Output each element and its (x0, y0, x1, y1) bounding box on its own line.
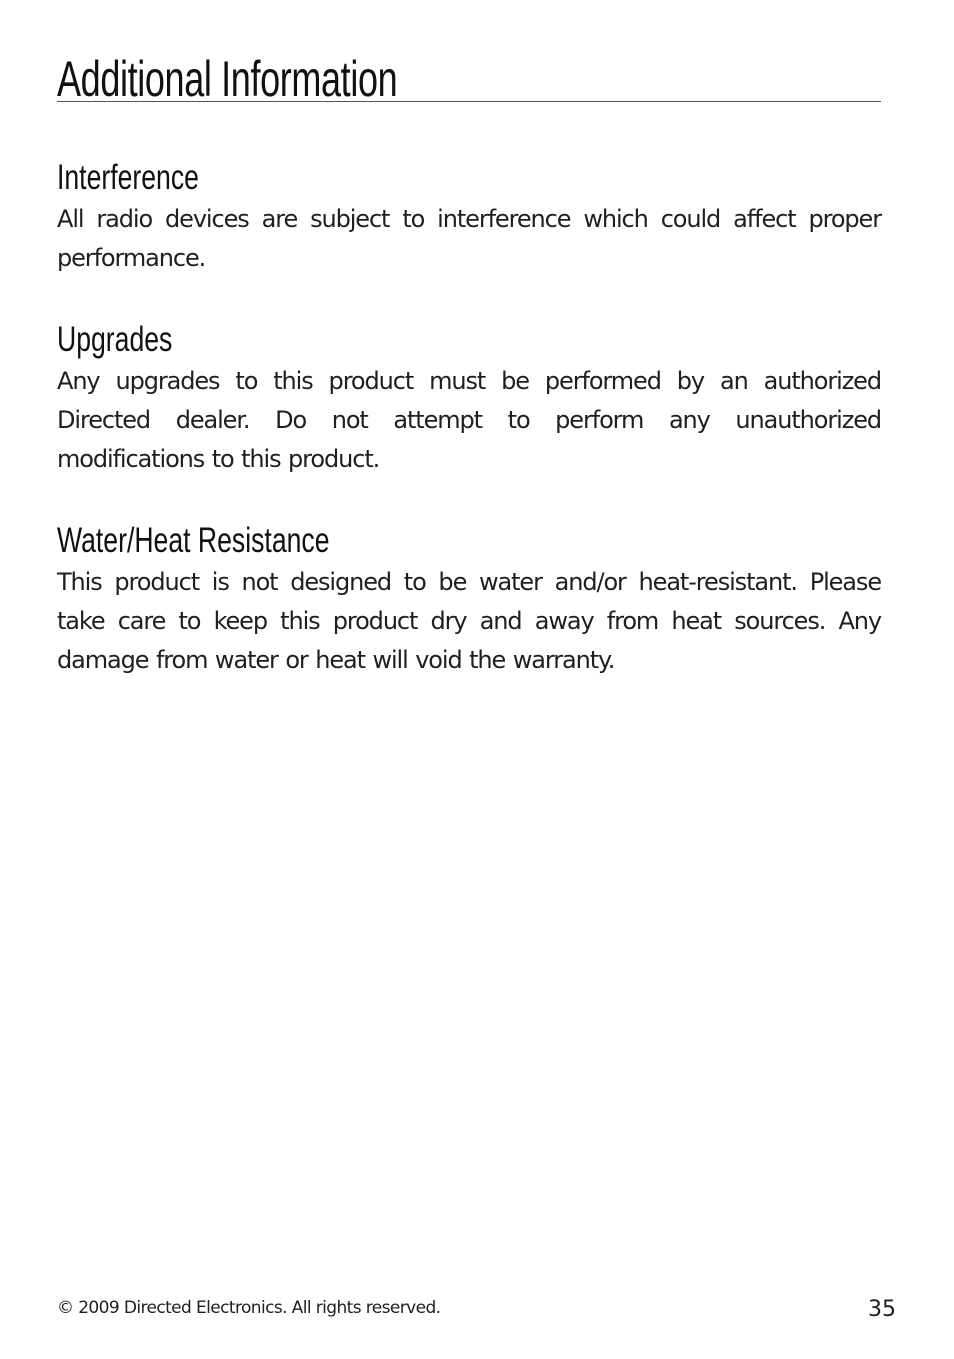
section-water-heat-resistance (57, 521, 881, 680)
title-underline-rule (57, 101, 881, 102)
upgrades-text: Any upgrades to this product must be performed by an authorized Directed dealer. Do not attempt to perform any unauthorized modifications to this product. (57, 367, 881, 473)
footer-copyright: © 2009 Directed Electronics. All rights reserved. (57, 1298, 441, 1318)
section-body-interference: All radio devices are subject to interference which could affect proper performance. (57, 205, 881, 272)
section-heading-upgrades: Upgrades (57, 320, 173, 359)
page-title-row (57, 50, 881, 107)
page-title: Additional Information (57, 51, 398, 107)
section-body-upgrades (57, 362, 881, 479)
section-heading-water-heat: Water/Heat Resistance (57, 521, 330, 560)
section-upgrades (57, 320, 881, 479)
page-number: 35 (868, 1297, 896, 1322)
section-interference (57, 158, 881, 278)
section-heading-interference: Interference (57, 158, 199, 197)
section-body-water-heat: This product is not designed to be water and/or heat-resistant. Please take care to keep this product dry and away from heat sources. Any damage from water or heat will void the warranty. (57, 568, 881, 674)
